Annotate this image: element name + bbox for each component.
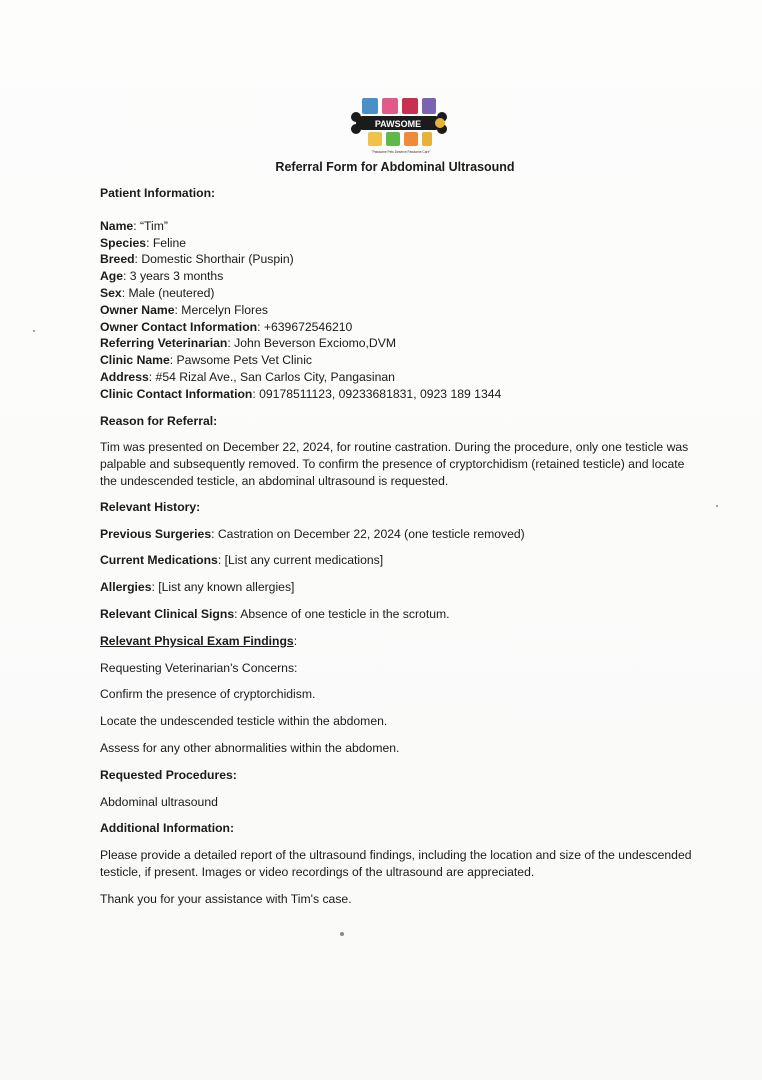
closing-text: Thank you for your assistance with Tim's case. <box>100 891 352 906</box>
form-title: Referral Form for Abdominal Ultrasound <box>275 160 515 174</box>
procedures-text: Abdominal ultrasound <box>100 794 218 809</box>
procedures-heading: Requested Procedures: <box>100 767 237 782</box>
patient-field: Clinic Name: Pawsome Pets Vet Clinic <box>100 353 313 368</box>
patient-field: Owner Contact Information: +639672546210 <box>100 319 353 334</box>
scan-speck <box>340 932 344 936</box>
form-body <box>100 185 700 908</box>
patient-field: Clinic Contact Information: 09178511123, 09233681831, 0923 189 1344 <box>100 386 502 401</box>
patient-field: Name: “Tim” <box>100 218 168 233</box>
concern-item: Confirm the presence of cryptorchidism. <box>100 687 316 702</box>
additional-info-text: Please provide a detailed report of the ultrasound findings, including the location and size of the undescended testicle, if present. Images or video recordings of the ultrasound are appreciated. <box>100 848 692 879</box>
svg-text:PAWSOME: PAWSOME <box>374 119 422 129</box>
patient-field: Age: 3 years 3 months <box>100 269 224 284</box>
additional-info-heading: Additional Information: <box>100 821 235 836</box>
history-field: Allergies: [List any known allergies] <box>100 580 295 595</box>
history-field: Relevant Clinical Signs: Absence of one testicle in the scrotum. <box>100 606 450 621</box>
concern-item: Assess for any other abnormalities within the abdomen. <box>100 740 400 755</box>
patient-info-list <box>100 218 700 403</box>
patient-info-heading: Patient Information: <box>100 186 216 200</box>
patient-field: Species: Feline <box>100 235 187 250</box>
patient-field: Sex: Male (neutered) <box>100 285 215 300</box>
history-heading: Relevant History: <box>100 499 201 514</box>
concern-item: Locate the undescended testicle within the abdomen. <box>100 714 388 729</box>
patient-field: Owner Name: Mercelyn Flores <box>100 302 268 317</box>
scan-speck <box>716 505 718 507</box>
clinic-logo <box>348 96 454 156</box>
reason-text: Tim was presented on December 22, 2024, for routine castration. During the procedure, only one testicle was palpable and subsequently removed. To confirm the presence of cryptorchidism (retained testicle) and locate the undescended testicle, an abdominal ultrasound is requested. <box>100 440 689 488</box>
exam-findings-heading: Relevant Physical Exam Findings: <box>100 633 298 648</box>
concern-item: Requesting Veterinarian's Concerns: <box>100 660 298 675</box>
logo-graphic <box>348 96 454 156</box>
history-field: Previous Surgeries: Castration on December 22, 2024 (one testicle removed) <box>100 526 525 541</box>
svg-text:"Pawsome Pets Deserve Pawsome: "Pawsome Pets Deserve Pawsome Care" <box>371 150 431 154</box>
scan-speck <box>33 330 35 332</box>
reason-heading: Reason for Referral: <box>100 413 218 428</box>
patient-field: Address: #54 Rizal Ave., San Carlos City, Pangasinan <box>100 369 395 384</box>
history-field: Current Medications: [List any current medications] <box>100 553 384 568</box>
patient-field: Referring Veterinarian: John Beverson Exciomo,DVM <box>100 336 397 351</box>
patient-field: Breed: Domestic Shorthair (Puspin) <box>100 252 294 267</box>
